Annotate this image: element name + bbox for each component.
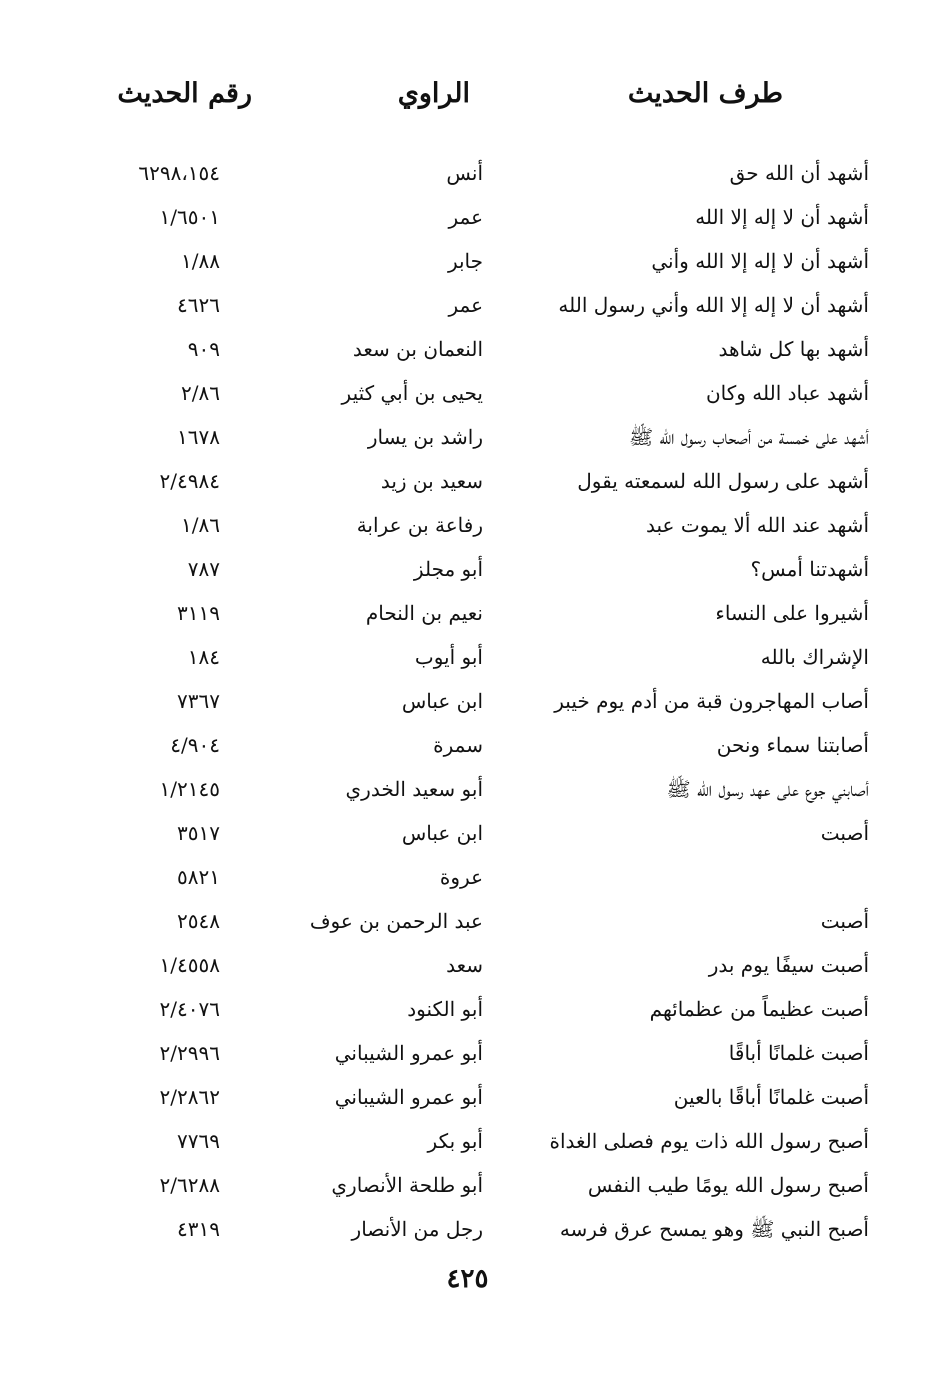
- hadith-tarf-cell: أشهد بها كل شاهد: [718, 337, 869, 361]
- hadith-number-cell: ١٨٤: [187, 645, 220, 669]
- narrator-cell: أبو بكر: [427, 1129, 483, 1153]
- narrator-cell: راشد بن يسار: [367, 425, 483, 449]
- narrator-cell: أبو الكنود: [407, 997, 483, 1021]
- hadith-number-cell: ٧٣٦٧: [177, 689, 220, 713]
- hadith-number-cell: ٢/٤٠٧٦: [159, 997, 220, 1021]
- hadith-tarf-cell: أصاب المهاجرون قبة من أدم يوم خيبر: [554, 689, 869, 713]
- hadith-tarf-cell: أصبت غلمانًا أباقًا: [728, 1041, 869, 1065]
- hadith-number-cell: ٢٥٤٨: [177, 909, 220, 933]
- hadith-number-cell: ٢/٨٦: [181, 381, 220, 405]
- index-row: [0, 548, 935, 592]
- hadith-number-cell: ١/٤٥٥٨: [159, 953, 220, 977]
- index-row: [0, 592, 935, 636]
- index-row: [0, 328, 935, 372]
- header-hadith-tarf: طرف الحديث: [627, 78, 783, 109]
- index-row: [0, 680, 935, 724]
- narrator-cell: ابن عباس: [401, 689, 483, 713]
- hadith-tarf-cell: الإشراك بالله: [760, 645, 869, 669]
- hadith-number-cell: ١/٢١٤٥: [159, 777, 220, 801]
- index-row: [0, 1076, 935, 1120]
- index-row: [0, 372, 935, 416]
- hadith-tarf-cell: أشهد عند الله ألا يموت عبد: [646, 513, 869, 537]
- index-row: [0, 504, 935, 548]
- hadith-number-cell: ٥٨٢١: [177, 865, 220, 889]
- hadith-number-cell: ٩٠٩: [187, 337, 220, 361]
- index-row: [0, 460, 935, 504]
- narrator-cell: ابن عباس: [401, 821, 483, 845]
- hadith-number-cell: ٣٥١٧: [177, 821, 220, 845]
- index-row: [0, 944, 935, 988]
- hadith-number-cell: ١٦٧٨: [177, 425, 220, 449]
- index-row: [0, 152, 935, 196]
- narrator-cell: جابر: [447, 249, 483, 273]
- hadith-tarf-cell: أصبت: [820, 909, 869, 933]
- index-row: [0, 196, 935, 240]
- hadith-tarf-cell: أصبت سيفًا يوم بدر: [708, 953, 869, 977]
- page-number: ٤٢٥: [446, 1264, 489, 1294]
- hadith-tarf-cell: أصبت: [820, 821, 869, 845]
- narrator-cell: أبو طلحة الأنصاري: [331, 1173, 483, 1197]
- index-row: [0, 240, 935, 284]
- narrator-cell: عمر: [448, 205, 483, 229]
- hadith-number-cell: ٧٧٦٩: [177, 1129, 220, 1153]
- narrator-cell: عروة: [439, 865, 483, 889]
- hadith-tarf-cell: أصابني جوع على عهد رسول الله ﷺ: [666, 777, 869, 801]
- hadith-tarf-cell: أصابتنا سماء ونحن: [716, 733, 869, 757]
- narrator-cell: النعمان بن سعد: [352, 337, 483, 361]
- hadith-tarf-cell: أشهد على خمسة من أصحاب رسول الله ﷺ: [629, 425, 869, 449]
- hadith-number-cell: ١/٨٦: [181, 513, 220, 537]
- hadith-number-cell: ٢/٢٨٦٢: [159, 1085, 220, 1109]
- narrator-cell: أبو مجلز: [413, 557, 483, 581]
- hadith-tarf-cell: أصبح رسول الله يومًا طيب النفس: [587, 1173, 869, 1197]
- hadith-number-cell: ٣١١٩: [177, 601, 220, 625]
- narrator-cell: أبو سعيد الخدري: [345, 777, 483, 801]
- narrator-cell: عمر: [448, 293, 483, 317]
- hadith-tarf-cell: أشهد على رسول الله لسمعته يقول: [577, 469, 869, 493]
- header-hadith-number: رقم الحديث: [117, 78, 252, 109]
- narrator-cell: رجل من الأنصار: [351, 1217, 483, 1241]
- narrator-cell: يحيى بن أبي كثير: [341, 381, 483, 405]
- hadith-number-cell: ٤٦٢٦: [177, 293, 220, 317]
- hadith-tarf-cell: أصبت غلمانًا أباقًا بالعين: [673, 1085, 869, 1109]
- hadith-number-cell: ٢/٦٢٨٨: [159, 1173, 220, 1197]
- narrator-cell: أبو أيوب: [414, 645, 483, 669]
- hadith-number-cell: ٤/٩٠٤: [170, 733, 220, 757]
- hadith-number-cell: ٤٣١٩: [177, 1217, 220, 1241]
- hadith-tarf-cell: أصبح النبي ﷺ وهو يمسح عرق فرسه: [559, 1217, 869, 1241]
- narrator-cell: أنس: [446, 161, 483, 185]
- hadith-tarf-cell: أشهد أن لا إله إلا الله: [695, 205, 869, 229]
- hadith-tarf-cell: أصبح رسول الله ذات يوم فصلى الغداة: [549, 1129, 869, 1153]
- narrator-cell: أبو عمرو الشيباني: [334, 1041, 483, 1065]
- index-row: [0, 988, 935, 1032]
- hadith-number-cell: ٢/٢٩٩٦: [159, 1041, 220, 1065]
- hadith-tarf-cell: أشهد أن لا إله إلا الله وأني رسول الله: [558, 293, 869, 317]
- hadith-tarf-cell: أشهد أن لا إله إلا الله وأني: [651, 249, 869, 273]
- index-row: [0, 768, 935, 812]
- narrator-cell: سمرة: [433, 733, 483, 757]
- index-row: [0, 1120, 935, 1164]
- hadith-number-cell: ١/٨٨: [181, 249, 220, 273]
- narrator-cell: أبو عمرو الشيباني: [334, 1085, 483, 1109]
- header-narrator: الراوي: [397, 78, 470, 109]
- narrator-cell: عبد الرحمن بن عوف: [309, 909, 483, 933]
- index-row: [0, 812, 935, 856]
- narrator-cell: نعيم بن النحام: [365, 601, 483, 625]
- hadith-number-cell: ٧٨٧: [187, 557, 220, 581]
- index-row: [0, 1032, 935, 1076]
- index-row: [0, 284, 935, 328]
- hadith-tarf-cell: أشهد عباد الله وكان: [705, 381, 869, 405]
- narrator-cell: سعيد بن زيد: [380, 469, 483, 493]
- index-row: [0, 900, 935, 944]
- index-row: [0, 856, 935, 900]
- hadith-tarf-cell: أصبت عظيماً من عظمائهم: [649, 997, 869, 1021]
- index-row: [0, 1164, 935, 1208]
- hadith-number-cell: ٢/٤٩٨٤: [159, 469, 220, 493]
- index-row: [0, 724, 935, 768]
- narrator-cell: سعد: [446, 953, 483, 977]
- index-row: [0, 636, 935, 680]
- hadith-index-list: [0, 152, 935, 1252]
- index-row: [0, 416, 935, 460]
- hadith-number-cell: ٦٢٩٨،١٥٤: [138, 161, 220, 185]
- hadith-number-cell: ١/٦٥٠١: [159, 205, 220, 229]
- index-row: [0, 1208, 935, 1252]
- hadith-tarf-cell: أشيروا على النساء: [715, 601, 869, 625]
- narrator-cell: رفاعة بن عرابة: [356, 513, 483, 537]
- hadith-tarf-cell: أشهد أن الله حق: [729, 161, 869, 185]
- hadith-tarf-cell: أشهدتنا أمس؟: [750, 557, 869, 581]
